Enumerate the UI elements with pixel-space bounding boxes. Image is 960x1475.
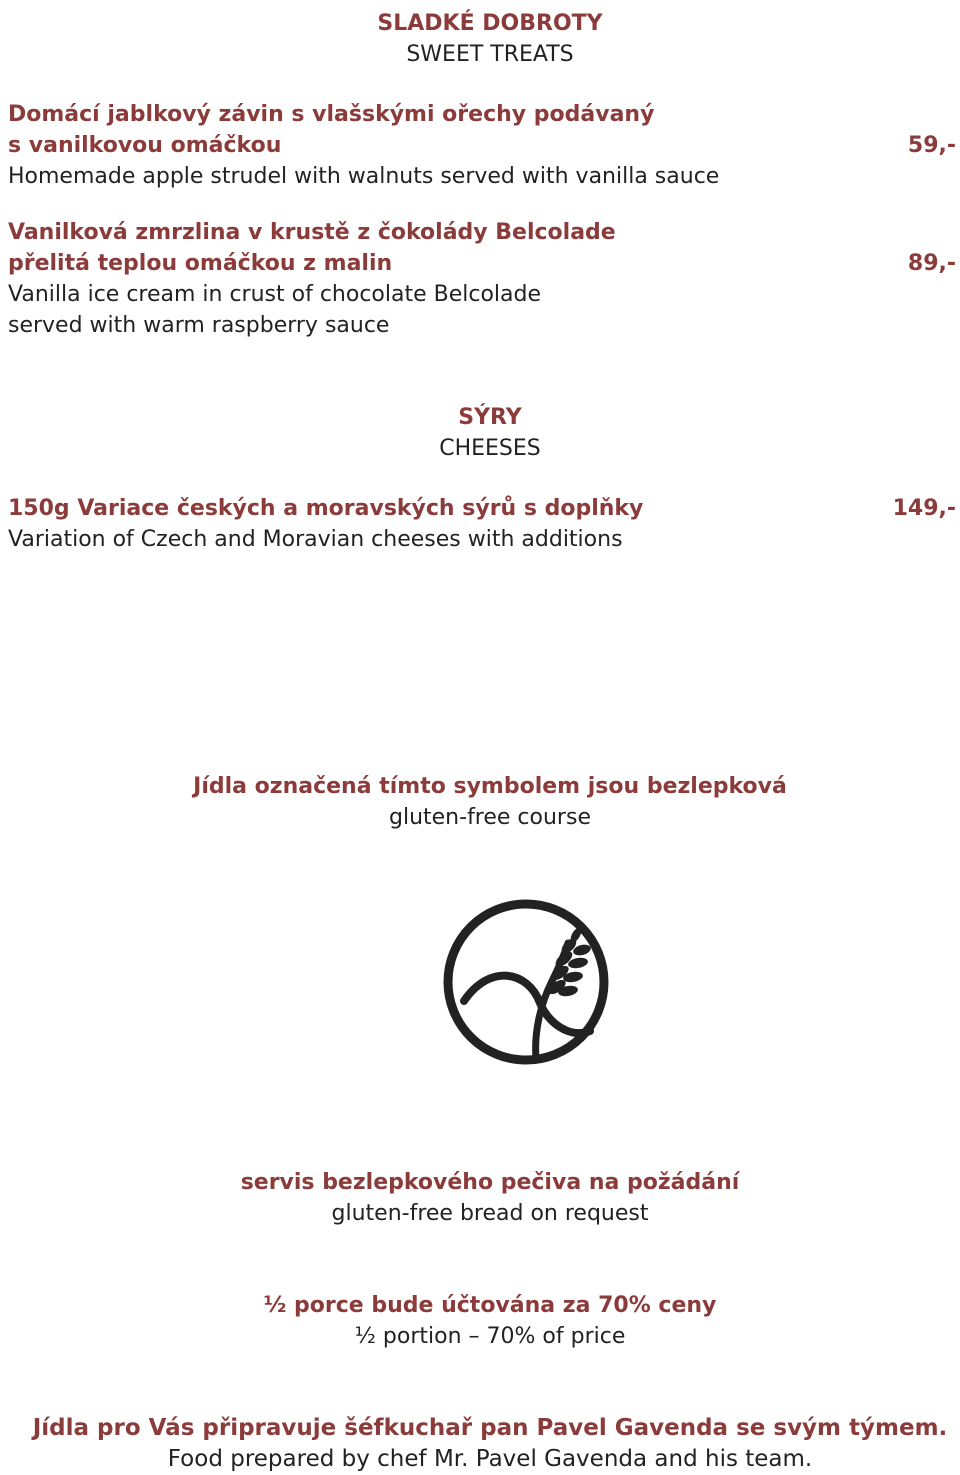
footer-chef-note-cz: Jídla pro Vás připravuje šéfkuchař pan Pavel Gavenda se svým týmem.: [32, 1415, 948, 1441]
section-title-cheeses-cz: SÝRY: [458, 405, 522, 430]
section-title-cheeses-en: CHEESES: [439, 436, 541, 461]
section-title-sweets-cz: SLADKÉ DOBROTY: [377, 11, 603, 36]
menu-item-icecream-en-line1: Vanilla ice cream in crust of chocolate Belcolade: [8, 282, 542, 307]
menu-item-cheese-en-line1: Variation of Czech and Moravian cheeses with additions: [8, 527, 623, 552]
gluten-free-icon: [440, 893, 612, 1073]
gluten-free-note-en: gluten-free course: [389, 805, 591, 830]
menu-item-cheese-cz-line1: 150g Variace českých a moravských sýrů s doplňky: [8, 496, 644, 521]
menu-item-cheese-price: 149,-: [892, 496, 956, 521]
gluten-free-note-cz: Jídla označená tímto symbolem jsou bezlepková: [193, 774, 787, 799]
gluten-free-bread-note-en: gluten-free bread on request: [331, 1201, 649, 1226]
menu-item-strudel-cz-line1: Domácí jablkový závin s vlašskými ořechy podávaný: [8, 102, 655, 127]
menu-item-strudel-en-line1: Homemade apple strudel with walnuts served with vanilla sauce: [8, 164, 720, 189]
section-title-sweets-en: SWEET TREATS: [406, 42, 574, 67]
menu-item-strudel-cz-line2: s vanilkovou omáčkou: [8, 133, 282, 158]
menu-item-icecream-cz-line1: Vanilková zmrzlina v krustě z čokolády Belcolade: [8, 220, 616, 245]
menu-item-icecream-price: 89,-: [907, 251, 956, 276]
menu-item-icecream-cz-line2: přelitá teplou omáčkou z malin: [8, 251, 393, 276]
menu-item-strudel-price: 59,-: [907, 133, 956, 158]
half-portion-note-cz: ½ porce bude účtována za 70% ceny: [263, 1293, 717, 1318]
half-portion-note-en: ½ portion – 70% of price: [354, 1324, 626, 1349]
menu-item-icecream-en-line2: served with warm raspberry sauce: [8, 313, 390, 338]
gluten-free-bread-note-cz: servis bezlepkového pečiva na požádání: [240, 1170, 740, 1195]
footer-chef-note-en: Food prepared by chef Mr. Pavel Gavenda and his team.: [167, 1446, 813, 1472]
